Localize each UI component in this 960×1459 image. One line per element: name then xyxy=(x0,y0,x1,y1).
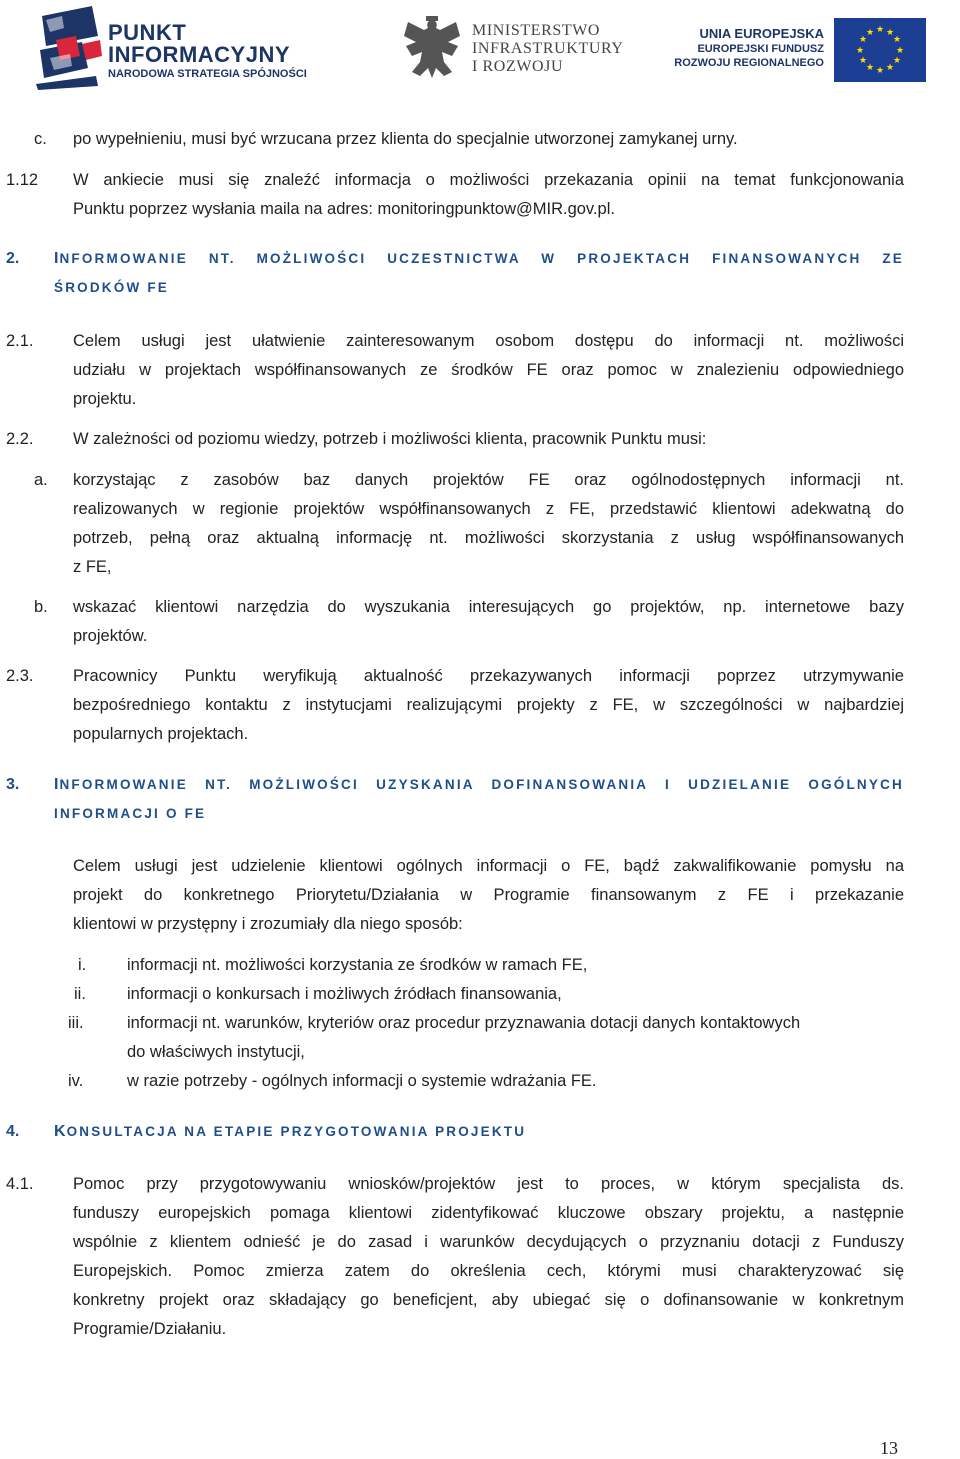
paragraph-line: potrzeb, pełną oraz aktualną informację nt. możliwości skorzystania z usług współfinansowanych xyxy=(73,529,904,547)
item-number: 2.2. xyxy=(6,430,34,448)
ministry-line-3: I ROZWOJU xyxy=(472,58,564,75)
section-heading-3-line-2: INFORMACJI O FE xyxy=(54,806,207,821)
page-header xyxy=(0,0,960,100)
paragraph-line: wspólnie z klientem odnieść je do zasad i warunków decydujących o przyznaniu dotacji z Funduszy xyxy=(73,1233,904,1251)
section-heading-2 xyxy=(6,250,19,268)
item-number: c. xyxy=(34,130,47,148)
paragraph-line: informacji o konkursach i możliwych źródłach finansowania, xyxy=(127,985,562,1003)
paragraph-line: po wypełnieniu, musi być wrzucana przez klienta do specjalnie utworzonej zamykanej urny. xyxy=(73,130,738,148)
paragraph-line: informacji nt. warunków, kryteriów oraz procedur przyznawania dotacji danych kontaktowych xyxy=(127,1014,801,1032)
logo-title-line-1: PUNKT xyxy=(108,20,187,45)
paragraph-line: Celem usługi jest ułatwienie zainteresowanym osobom dostępu do informacji nt. możliwości xyxy=(73,332,904,350)
paragraph-line: korzystając z zasobów baz danych projektów FE oraz ogólnodostępnych informacji nt. xyxy=(73,471,904,489)
paragraph-line: Celem usługi jest udzielenie klientowi ogólnych informacji o FE, bądź zakwalifikowanie pomysłu na xyxy=(73,857,904,875)
section-heading-3-title xyxy=(54,776,904,794)
punkt-informacyjny-logo xyxy=(36,6,306,94)
ministry-logo xyxy=(400,16,640,84)
polish-eagle-icon xyxy=(400,16,464,82)
svg-text:★: ★ xyxy=(855,46,865,56)
paragraph-line: Pracownicy Punktu weryfikują aktualność przekazywanych informacji poprzez utrzymywanie xyxy=(73,667,904,685)
paragraph-line: z FE, xyxy=(73,558,112,576)
paragraph-line: do właściwych instytucji, xyxy=(127,1043,305,1061)
heading-initial: K xyxy=(54,1123,67,1140)
paragraph-line: Pomoc przy przygotowywaniu wniosków/projektów jest to proces, w którym specjalista ds. xyxy=(73,1175,904,1193)
section-heading-3 xyxy=(6,776,19,794)
svg-text:★: ★ xyxy=(865,28,875,38)
heading-number: 4. xyxy=(6,1123,20,1140)
paragraph-line: Programie/Działaniu. xyxy=(73,1320,227,1338)
paragraph-line: Punktu poprzez wysłania maila na adres: monitoringpunktow@MIR.gov.pl. xyxy=(73,200,615,218)
section-heading-4-title xyxy=(54,1123,526,1141)
paragraph-line: Europejskich. Pomoc zmierza zatem do określenia cech, którymi musi charakteryzować się xyxy=(73,1262,904,1280)
heading-number: 3. xyxy=(6,776,20,793)
paragraph-line: projekt do konkretnego Priorytetu/Działania w Programie finansowanym z FE i przekazanie xyxy=(73,886,904,904)
item-number: 2.1. xyxy=(6,332,34,350)
svg-text:★: ★ xyxy=(858,56,868,66)
paragraph-line: konkretny projekt oraz składający go beneficjent, aby ubiegać się o dofinansowanie w konkretnym xyxy=(73,1291,904,1309)
svg-text:★: ★ xyxy=(892,35,902,45)
paragraph-line: realizowanych w regionie projektów współfinansowanych z FE, przedstawić klientowi adekwatną do xyxy=(73,500,904,518)
eu-line-2: EUROPEJSKI FUNDUSZ xyxy=(697,43,824,55)
heading-initial: I xyxy=(54,776,60,793)
svg-text:★: ★ xyxy=(865,63,875,73)
paragraph-line: w razie potrzeby - ogólnych informacji o systemie wdrażania FE. xyxy=(127,1072,597,1090)
paragraph-line: projektów. xyxy=(73,627,148,645)
item-number: b. xyxy=(34,598,48,616)
section-heading-4 xyxy=(6,1123,19,1141)
heading-initial: I xyxy=(54,250,60,267)
page-number: 13 xyxy=(880,1438,898,1458)
heading-text: ONSULTACJA NA ETAPIE PRZYGOTOWANIA PROJEKTU xyxy=(66,1124,527,1139)
eu-line-3: ROZWOJU REGIONALNEGO xyxy=(674,57,824,69)
item-number: i. xyxy=(78,956,87,974)
eu-flag-icon xyxy=(834,18,926,82)
logo-subtitle: NARODOWA STRATEGIA SPÓJNOŚCI xyxy=(108,68,307,80)
paragraph-line: informacji nt. możliwości korzystania ze środków w ramach FE, xyxy=(127,956,588,974)
item-number: 1.12 xyxy=(6,171,39,189)
section-heading-2-title xyxy=(54,250,904,268)
item-number: 4.1. xyxy=(6,1175,34,1193)
paragraph-line: popularnych projektach. xyxy=(73,725,249,743)
svg-text:★: ★ xyxy=(885,28,895,38)
paragraph-line: klientowi w przystępny i zrozumiały dla niego sposób: xyxy=(73,915,463,933)
svg-text:★: ★ xyxy=(858,35,868,45)
ministry-line-2: INFRASTRUKTURY xyxy=(472,40,624,57)
paragraph-line: funduszy europejskich pomaga klientowi zidentyfikować kluczowe obszary projektu, a następnie xyxy=(73,1204,904,1222)
punkt-informacyjny-emblem-icon xyxy=(36,6,104,90)
paragraph-line: W zależności od poziomu wiedzy, potrzeb i możliwości klienta, pracownik Punktu musi: xyxy=(73,430,707,448)
item-number: iii. xyxy=(68,1014,84,1032)
heading-text: NFORMOWANIE NT. MOŻLIWOŚCI UCZESTNICTWA W PROJEKTACH FINANSOWANYCH ZE xyxy=(59,251,904,266)
paragraph-line: W ankiecie musi się znaleźć informacja o możliwości przekazania opinii na temat funkcjonowania xyxy=(73,171,904,189)
svg-text:★: ★ xyxy=(892,56,902,66)
svg-text:★: ★ xyxy=(885,63,895,73)
item-number: 2.3. xyxy=(6,667,34,685)
paragraph-line: projektu. xyxy=(73,390,137,408)
eu-line-1: UNIA EUROPEJSKA xyxy=(699,26,824,41)
heading-number: 2. xyxy=(6,250,20,267)
paragraph-line: udziału w projektach współfinansowanych ze środków FE oraz pomoc w znalezieniu odpowiedniego xyxy=(73,361,904,379)
eu-logo xyxy=(664,18,954,88)
item-number: iv. xyxy=(68,1072,84,1090)
item-number: a. xyxy=(34,471,48,489)
paragraph-line: wskazać klientowi narzędzia do wyszukania interesujących go projektów, np. internetowe bazy xyxy=(73,598,904,616)
svg-text:★: ★ xyxy=(875,66,885,76)
ministry-line-1: MINISTERSTWO xyxy=(472,22,601,39)
section-heading-2-line-2: ŚRODKÓW FE xyxy=(54,280,169,295)
svg-text:★: ★ xyxy=(875,25,885,35)
heading-text: NFORMOWANIE NT. MOŻLIWOŚCI UZYSKANIA DOFINANSOWANIA I UDZIELANIE OGÓLNYCH xyxy=(59,777,904,792)
item-number: ii. xyxy=(74,985,86,1003)
paragraph-line: bezpośredniego kontaktu z instytucjami realizującymi projekty z FE, w szczególności w najbardziej xyxy=(73,696,904,714)
logo-title-line-2: INFORMACYJNY xyxy=(108,42,291,67)
svg-text:★: ★ xyxy=(895,46,905,56)
